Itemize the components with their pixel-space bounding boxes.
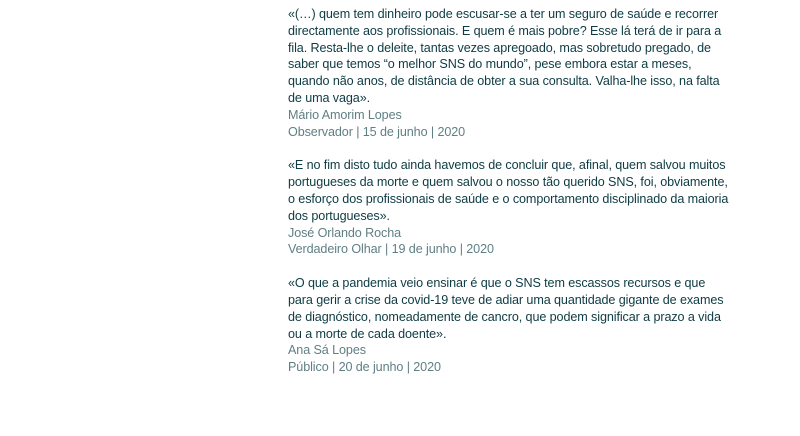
quote-author: José Orlando Rocha: [288, 225, 402, 240]
quote-author: Mário Amorim Lopes: [288, 107, 402, 122]
quote-source: Observador | 15 de junho | 2020: [288, 124, 466, 139]
quote-block: [288, 6, 733, 140]
quote-text: «(…) quem tem dinheiro pode escusar-se a ter um seguro de saúde e recorrer directamente aos profissionais. E quem é mais pobre? Esse lá terá de ir para a fila. Resta-lhe o deleite, tantas vezes apregoado, mas sobretudo pregado, de saber que temos “o melhor SNS do mundo”, pese embora estar a meses, quando não anos, de distância de obter a sua consulta. Valha-lhe isso, na falta de uma vaga».: [288, 7, 722, 105]
quote-text: «E no fim disto tudo ainda havemos de concluir que, afinal, quem salvou muitos portugueses da morte e quem salvou o nosso tão querido SNS, foi, obviamente, o esforço dos profissionais de saúde e o comportamento disciplinado da maioria dos portugueses».: [288, 158, 729, 223]
quote-source: Verdadeiro Olhar | 19 de junho | 2020: [288, 242, 494, 257]
quotes-list: [288, 6, 733, 393]
quote-block: [288, 275, 733, 376]
quote-author: Ana Sá Lopes: [288, 343, 366, 358]
quote-source: Público | 20 de junho | 2020: [288, 360, 441, 375]
quote-text: «O que a pandemia veio ensinar é que o SNS tem escassos recursos e que para gerir a crise da covid-19 teve de adiar uma quantidade gigante de exames de diagnóstico, nomeadamente de cancro, que podem significar a prazo a vida ou a morte de cada doente».: [288, 276, 724, 341]
quote-block: [288, 157, 733, 258]
